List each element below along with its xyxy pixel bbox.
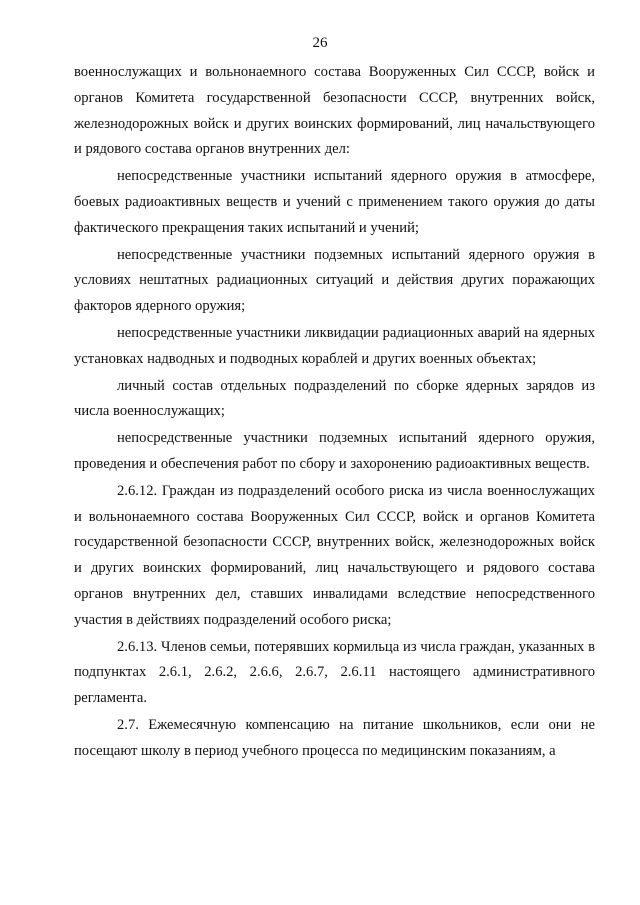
paragraph-radiation-accidents: непосредственные участники ликвидации радиационных аварий на ядерных установках надводных и подводных кораблей и других военных объектах; [74,324,595,367]
paragraph-2-6-12: 2.6.12. Граждан из подразделений особого риска из числа военнослужащих и вольнонаемного состава Вооруженных Сил СССР, войск и органов Комитета государственной безопасности СССР, внутренних войск, железнодорожных войск и других воинских формирований, лиц начальствующего и рядового состава органов внутренних дел, ставших инвалидами вследствие непосредственного участия в действиях подразделений особого риска; [74,482,595,628]
page-number: 26 [312,35,328,51]
document-body [74,60,595,765]
paragraph-underground-tests-waste: непосредственные участники подземных испытаний ядерного оружия, проведения и обеспечения работ по сбору и захоронению радиоактивных веществ. [74,430,595,472]
paragraph-2-6-13: 2.6.13. Членов семьи, потерявших кормильца из числа граждан, указанных в подпунктах 2.6.1, 2.6.2, 2.6.6, 2.6.7, 2.6.11 настоящего административного регламента. [74,638,595,707]
paragraph-atmospheric-tests: непосредственные участники испытаний ядерного оружия в атмосфере, боевых радиоактивных веществ и учений с применением такого оружия до даты фактического прекращения таких испытаний и учений; [74,168,595,236]
paragraph-underground-tests-emergency: непосредственные участники подземных испытаний ядерного оружия в условиях нештатных радиационных ситуаций и действия других поражающих факторов ядерного оружия; [74,246,595,315]
paragraph-continuation: военнослужащих и вольнонаемного состава Вооруженных Сил СССР, войск и органов Комитета государственной безопасности СССР, внутренних войск, железнодорожных войск и других воинских формирований, лиц начальствующего и рядового состава органов внутренних дел: [74,64,595,158]
paragraph-2-7: 2.7. Ежемесячную компенсацию на питание школьников, если они не посещают школу в период учебного процесса по медицинским показаниям, а [74,716,595,759]
paragraph-assembly-personnel: личный состав отдельных подразделений по сборке ядерных зарядов из числа военнослужащих; [74,377,595,420]
